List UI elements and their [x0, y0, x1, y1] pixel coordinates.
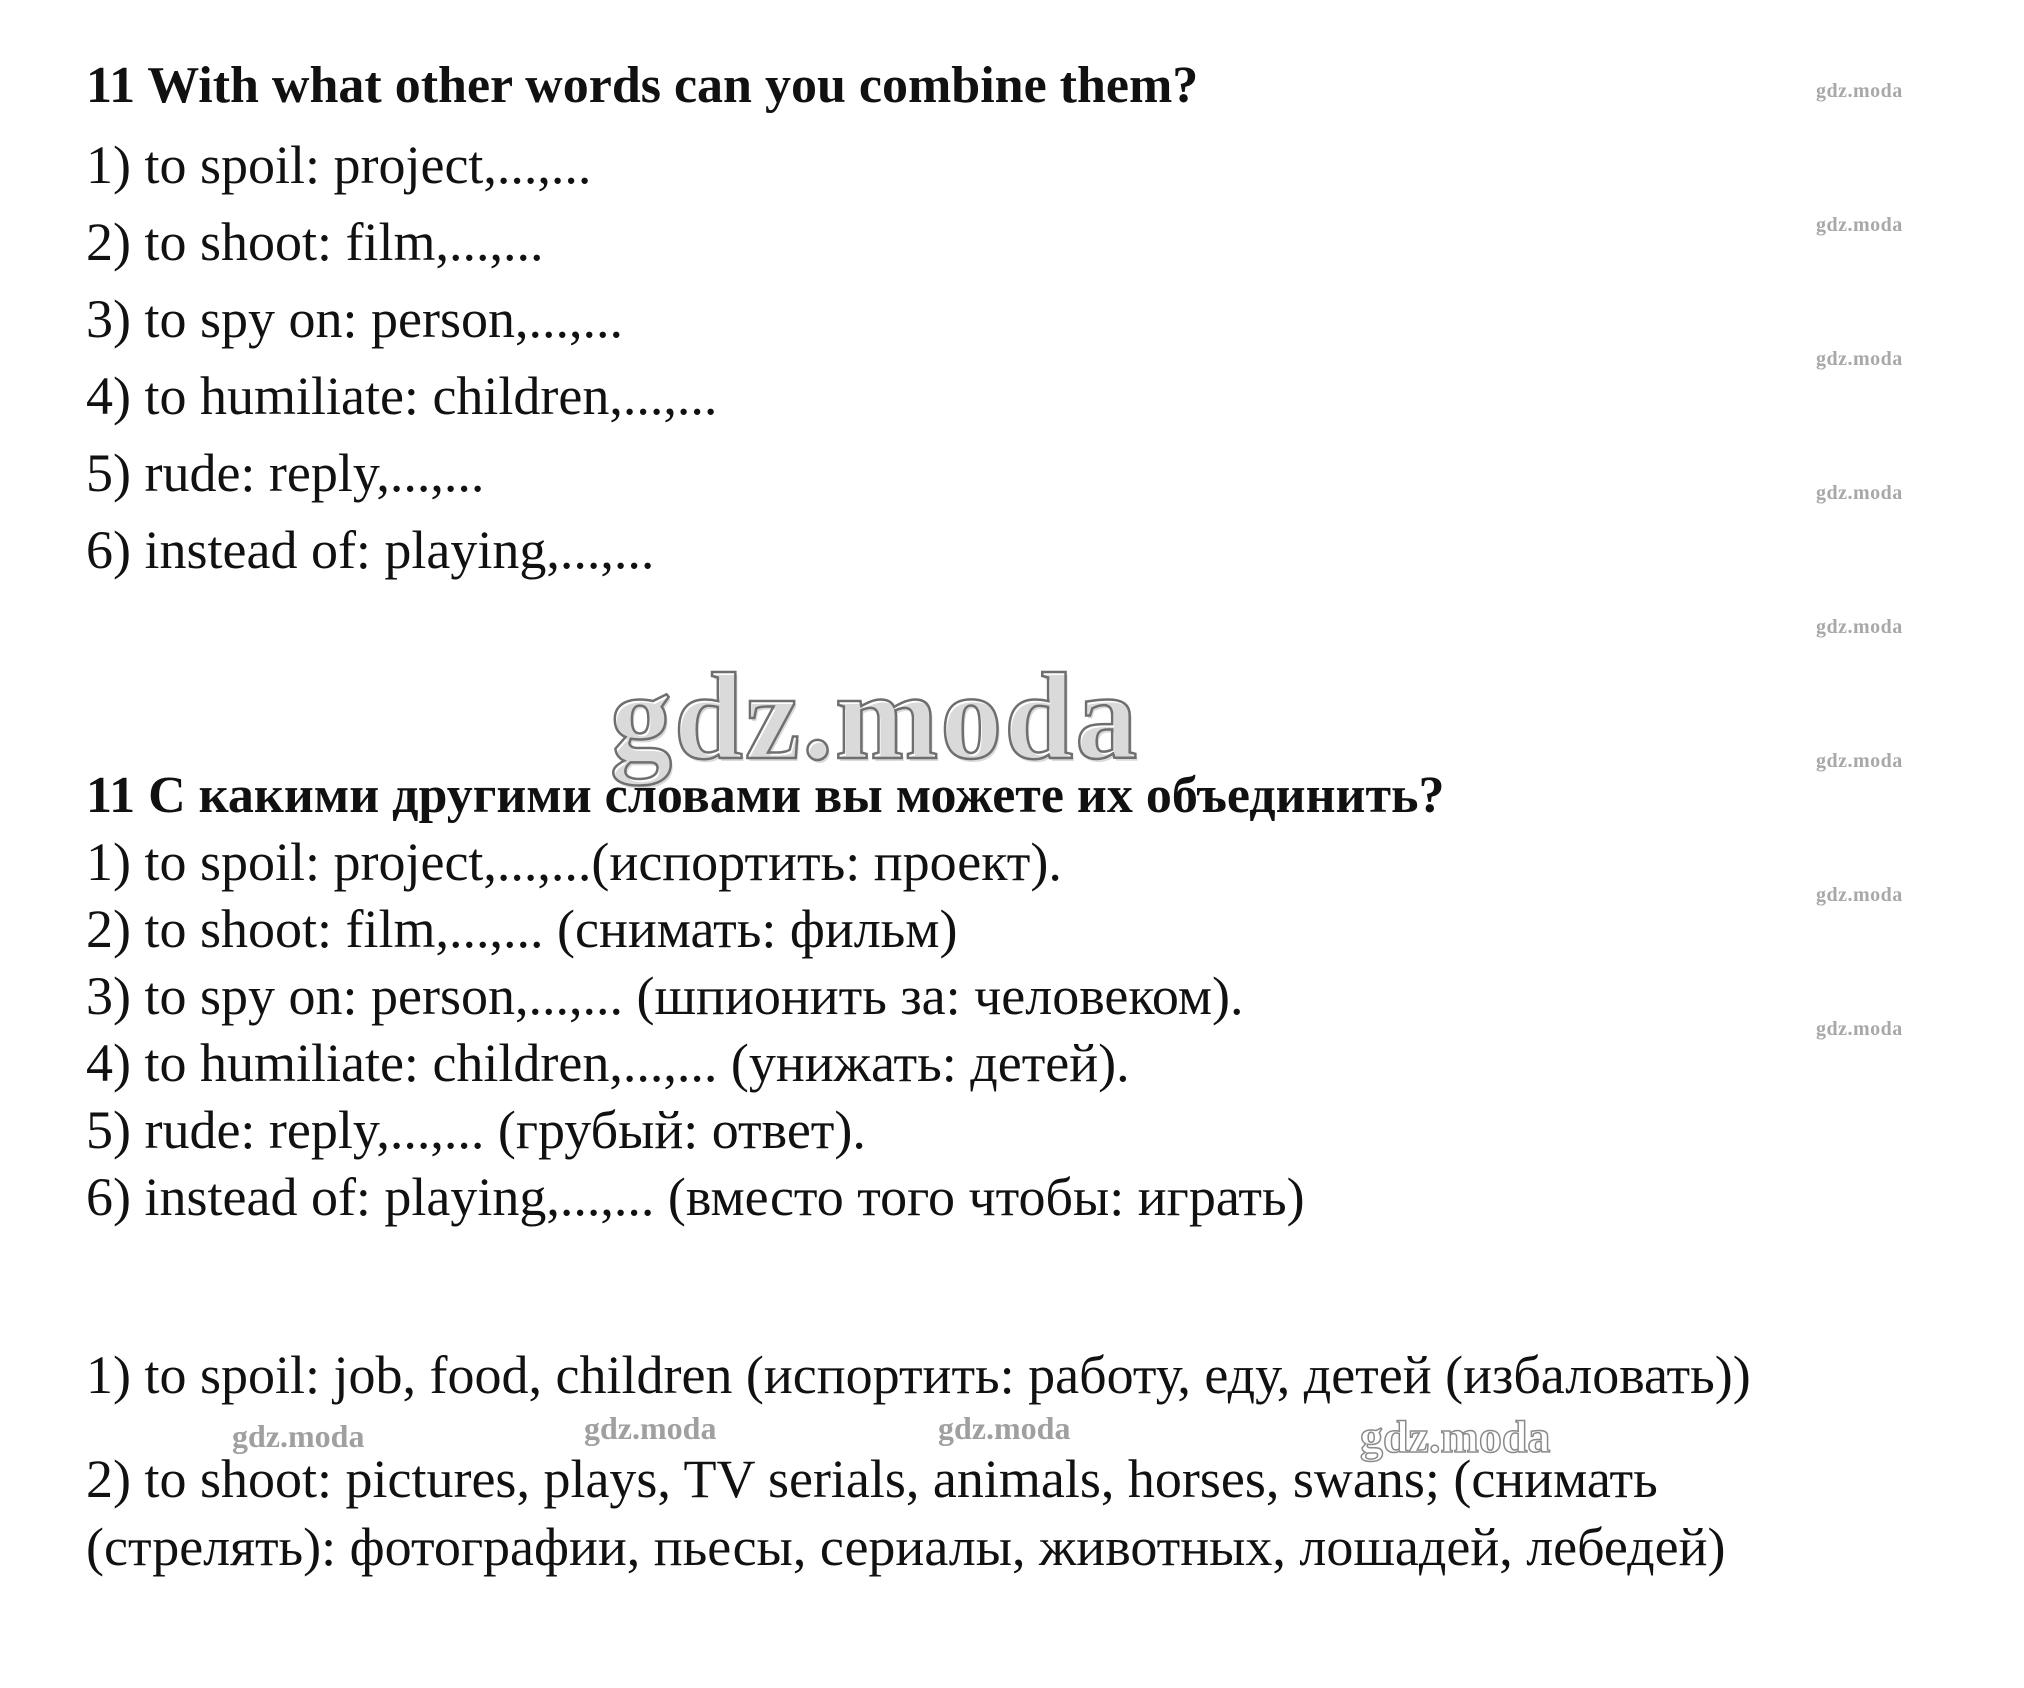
- english-heading: 11 With what other words can you combine them?: [86, 57, 1199, 114]
- russian-item-1: 1) to spoil: project,...,...(испортить: проект).: [86, 832, 1062, 892]
- english-item-3: 3) to spy on: person,...,...: [86, 289, 623, 349]
- english-item-6: 6) instead of: playing,...,...: [86, 520, 655, 580]
- watermark-small: gdz.moda: [1816, 214, 1903, 236]
- watermark-mid-large: gdz.moda: [1360, 1411, 1551, 1462]
- watermark-small: gdz.moda: [1816, 884, 1903, 906]
- english-item-2: 2) to shoot: film,...,...: [86, 212, 544, 272]
- russian-item-4: 4) to humiliate: children,...,... (унижать: детей).: [86, 1033, 1130, 1093]
- russian-item-3: 3) to spy on: person,...,... (шпионить за: человеком).: [86, 966, 1244, 1026]
- watermark-small: gdz.moda: [1816, 616, 1903, 638]
- answer-line-2: 2) to shoot: pictures, plays, TV serials, animals, horses, swans; (снимать: [86, 1449, 1658, 1509]
- english-item-1: 1) to spoil: project,...,...: [86, 135, 592, 195]
- english-item-5: 5) rude: reply,...,...: [86, 443, 485, 503]
- watermark-mid: gdz.moda: [584, 1410, 717, 1446]
- watermark-large: gdz.moda: [610, 648, 1140, 785]
- russian-item-2: 2) to shoot: film,...,... (снимать: фильм): [86, 899, 958, 959]
- watermark-small: gdz.moda: [1816, 750, 1903, 772]
- watermark-small: gdz.moda: [1816, 482, 1903, 504]
- watermark-small: gdz.moda: [1816, 1018, 1903, 1040]
- watermark-small: gdz.moda: [1816, 80, 1903, 102]
- russian-heading: 11 С какими другими словами вы можете их объединить?: [86, 767, 1445, 824]
- watermark-mid: gdz.moda: [938, 1410, 1071, 1446]
- answer-line-3: (стрелять): фотографии, пьесы, сериалы, животных, лошадей, лебедей): [86, 1517, 1726, 1577]
- answer-line-1: 1) to spoil: job, food, children (испортить: работу, еду, детей (избаловать)): [86, 1345, 1751, 1405]
- russian-item-6: 6) instead of: playing,...,... (вместо того чтобы: играть): [86, 1167, 1305, 1227]
- english-item-4: 4) to humiliate: children,...,...: [86, 366, 718, 426]
- watermark-small: gdz.moda: [1816, 348, 1903, 370]
- russian-item-5: 5) rude: reply,...,... (грубый: ответ).: [86, 1100, 866, 1160]
- watermark-mid: gdz.moda: [232, 1418, 365, 1454]
